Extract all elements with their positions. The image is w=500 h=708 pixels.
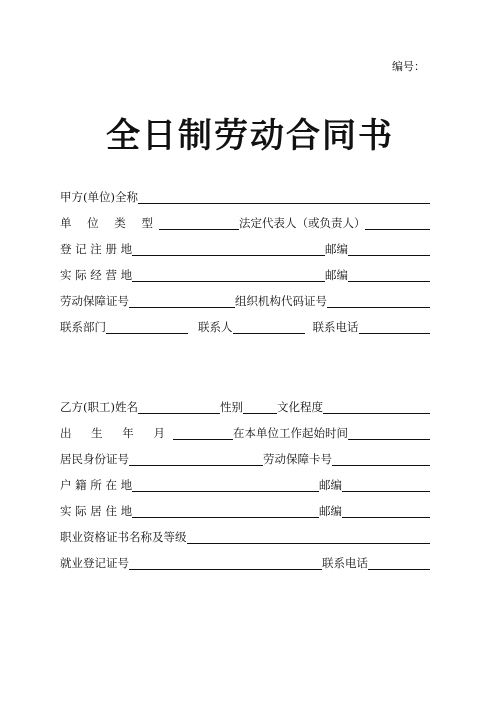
phone-label: 联系电话	[312, 320, 359, 334]
dept-label: 联系部门	[60, 320, 106, 334]
labor-card-label: 劳动保障卡号	[263, 452, 332, 466]
start-time-label: 在本单位工作起始时间	[232, 426, 348, 440]
reg-address-field[interactable]	[132, 244, 325, 256]
party-b-id-row	[60, 450, 430, 466]
phone-field[interactable]	[359, 322, 431, 334]
start-time-field[interactable]	[348, 428, 430, 440]
hukou-field[interactable]	[132, 480, 319, 492]
postcode-label: 邮编	[319, 478, 342, 492]
residence-label: 实 际 居 住 地	[60, 504, 133, 518]
employment-reg-label: 就业登记证号	[60, 556, 129, 570]
labor-cert-label: 劳动保障证号	[60, 294, 129, 308]
party-a-contact-row	[60, 318, 430, 334]
qualification-label: 职业资格证书名称及等级	[60, 530, 187, 544]
postcode-label: 邮编	[325, 268, 348, 282]
postcode-field[interactable]	[348, 270, 430, 282]
contact-person-label: 联系人	[198, 320, 233, 334]
party-a-cert-row	[60, 292, 430, 308]
org-code-field[interactable]	[327, 296, 430, 308]
party-b-residence-row	[60, 502, 430, 518]
dept-field[interactable]	[106, 322, 188, 334]
party-b-name-row	[60, 398, 430, 414]
postcode-field[interactable]	[342, 480, 430, 492]
postcode-field[interactable]	[342, 506, 430, 518]
reg-address-label: 登 记 注 册 地	[60, 242, 133, 256]
hukou-label: 户 籍 所 在 地	[60, 478, 133, 492]
education-field[interactable]	[323, 402, 430, 414]
party-a-reg-addr-row	[60, 240, 430, 256]
postcode-label: 邮编	[325, 242, 348, 256]
phone-field[interactable]	[368, 558, 430, 570]
party-a-name-field[interactable]	[138, 192, 430, 204]
party-b-hukou-row	[60, 476, 430, 492]
employee-name-field[interactable]	[138, 402, 220, 414]
gender-field[interactable]	[243, 402, 277, 414]
serial-number-label: 编号：	[392, 60, 425, 73]
party-a-name-row	[60, 188, 430, 204]
employee-name-label: 乙方(职工)姓名	[60, 400, 138, 414]
labor-card-field[interactable]	[332, 454, 430, 466]
phone-label: 联系电话	[322, 556, 368, 570]
document-title: 全日制劳动合同书	[106, 116, 394, 156]
party-a-biz-addr-row	[60, 266, 430, 282]
labor-cert-field[interactable]	[129, 296, 235, 308]
postcode-label: 邮编	[319, 504, 342, 518]
birth-date-field[interactable]	[173, 428, 233, 440]
qualification-field[interactable]	[187, 532, 431, 544]
education-label: 文化程度	[276, 400, 323, 414]
legal-rep-label: 法定代表人（或负责人）	[238, 216, 366, 230]
birth-date-label: 出 生 年 月	[60, 426, 173, 440]
residence-field[interactable]	[132, 506, 319, 518]
party-a-type-row	[60, 214, 430, 230]
id-number-label: 居民身份证号	[60, 452, 129, 466]
party-b-employment-row	[60, 554, 430, 570]
employment-reg-field[interactable]	[129, 558, 322, 570]
id-number-field[interactable]	[129, 454, 263, 466]
unit-type-field[interactable]	[159, 218, 239, 230]
gender-label: 性别	[219, 400, 243, 414]
contact-person-field[interactable]	[233, 322, 305, 334]
party-b-qualification-row	[60, 528, 430, 544]
legal-rep-field[interactable]	[365, 218, 430, 230]
postcode-field[interactable]	[348, 244, 430, 256]
party-b-birth-row	[60, 424, 430, 440]
unit-type-label: 单 位 类 型	[60, 216, 159, 230]
biz-address-field[interactable]	[132, 270, 325, 282]
biz-address-label: 实 际 经 营 地	[60, 268, 133, 282]
party-a-name-label: 甲方(单位)全称	[60, 190, 138, 204]
org-code-label: 组织机构代码证号	[235, 294, 327, 308]
